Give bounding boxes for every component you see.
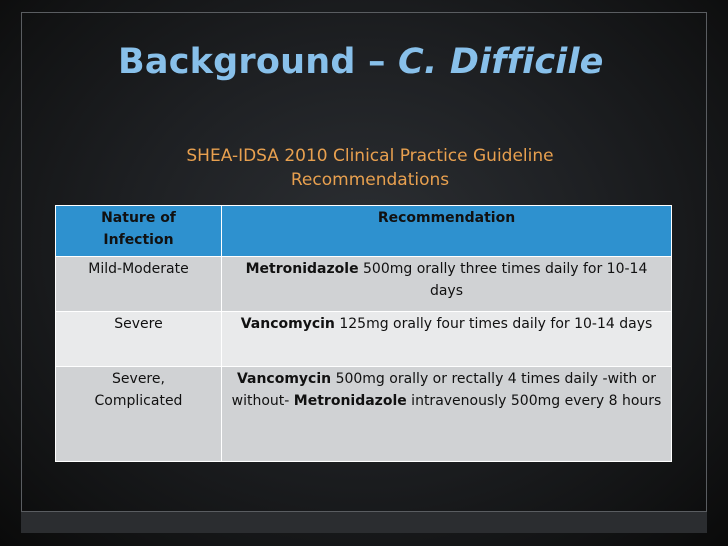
- header-recommendation: Recommendation: [222, 206, 672, 257]
- drug-name: Metronidazole: [245, 261, 359, 277]
- table-header-row: [56, 206, 672, 257]
- subtitle-line-1: SHEA-IDSA 2010 Clinical Practice Guideline: [186, 146, 554, 166]
- slide-subtitle: [110, 144, 630, 192]
- table-row: [56, 367, 672, 462]
- drug-name-secondary: Metronidazole: [293, 393, 407, 409]
- nature-line-2: Complicated: [94, 393, 183, 409]
- recommendation-cell: [222, 312, 672, 367]
- title-organism: C. Difficile: [398, 42, 604, 82]
- dosage-text: 500mg orally or rectally 4 times daily -with or without-: [231, 371, 657, 409]
- nature-line-1: Severe,: [112, 371, 165, 387]
- recommendation-table: [55, 205, 672, 462]
- drug-name: Vancomycin: [240, 316, 335, 332]
- recommendation-cell: [222, 367, 672, 462]
- header-nature-line-1: Nature of: [101, 210, 176, 226]
- slide-footer-bar: [21, 511, 707, 533]
- header-nature-line-2: Infection: [103, 232, 174, 248]
- table-row: [56, 312, 672, 367]
- dosage-text: 125mg orally four times daily for 10-14 days: [334, 316, 653, 332]
- slide-title: [118, 42, 604, 82]
- header-nature-of-infection: [56, 206, 222, 257]
- drug-name: Vancomycin: [236, 371, 332, 387]
- table-row: [56, 257, 672, 312]
- nature-cell: Severe: [56, 312, 222, 367]
- recommendation-cell: [222, 257, 672, 312]
- title-main: Background –: [118, 42, 399, 82]
- nature-cell: [56, 367, 222, 462]
- nature-cell: Mild-Moderate: [56, 257, 222, 312]
- dosage-text-secondary: intravenously 500mg every 8 hours: [406, 393, 662, 409]
- subtitle-line-2: Recommendations: [290, 170, 450, 190]
- dosage-text: 500mg orally three times daily for 10-14 days: [358, 261, 648, 299]
